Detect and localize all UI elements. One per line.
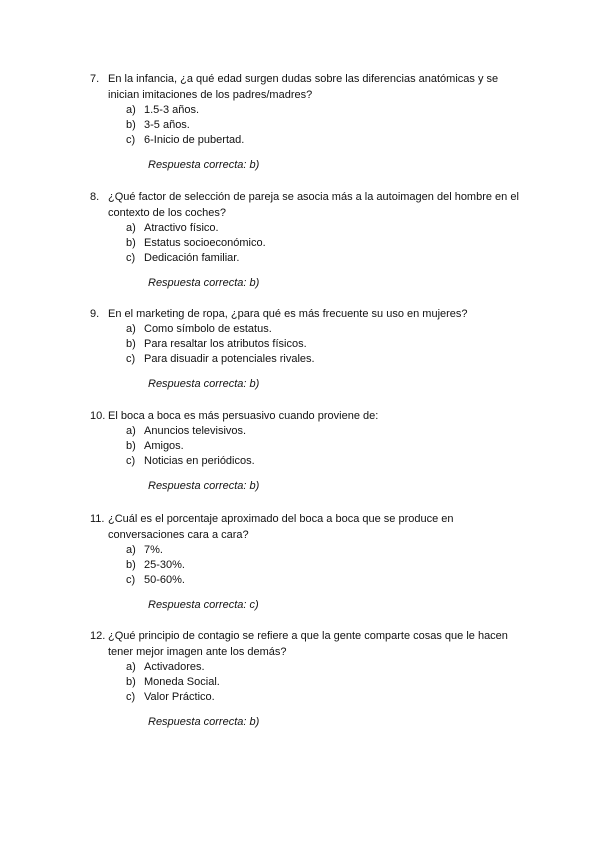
- option-c: c) 6-Inicio de pubertad.: [126, 134, 245, 146]
- options-list: [90, 221, 530, 266]
- question-text: ¿Qué principio de contagio se refiere a que la gente comparte cosas que le hacen tener mejor imagen ante los demás?: [108, 630, 508, 658]
- option-a: a) Activadores.: [126, 661, 205, 673]
- option-c: c) Valor Práctico.: [126, 691, 215, 703]
- question-9: [90, 306, 530, 392]
- option-a: a) Atractivo físico.: [126, 222, 219, 234]
- options-list: [90, 660, 530, 705]
- correct-answer: Respuesta correcta: b): [148, 716, 260, 728]
- correct-answer: Respuesta correcta: b): [148, 378, 260, 390]
- option-b: b) Moneda Social.: [126, 676, 220, 688]
- question-number: 9.: [90, 308, 100, 320]
- question-text: En el marketing de ropa, ¿para qué es más frecuente su uso en mujeres?: [108, 308, 468, 320]
- option-b: b) 3-5 años.: [126, 119, 190, 131]
- option-c: c) Dedicación familiar.: [126, 252, 240, 264]
- option-a: a) Anuncios televisivos.: [126, 425, 247, 437]
- question-text: ¿Qué factor de selección de pareja se asocia más a la autoimagen del hombre en el contexto de los coches?: [108, 191, 519, 219]
- question-number: 12.: [90, 630, 106, 642]
- correct-answer: Respuesta correcta: c): [148, 599, 259, 611]
- options-list: [90, 103, 530, 148]
- correct-answer: Respuesta correcta: b): [148, 159, 260, 171]
- question-11: [90, 511, 530, 613]
- correct-answer: Respuesta correcta: b): [148, 277, 260, 289]
- options-list: [90, 543, 530, 588]
- option-b: b) Estatus socioeconómico.: [126, 237, 266, 249]
- question-text: ¿Cuál es el porcentaje aproximado del boca a boca que se produce en conversaciones cara a cara?: [108, 513, 454, 541]
- options-list: [90, 322, 530, 367]
- option-a: a) Como símbolo de estatus.: [126, 323, 272, 335]
- option-c: c) 50-60%.: [126, 574, 185, 586]
- option-b: b) Amigos.: [126, 440, 184, 452]
- question-number: 10.: [90, 410, 106, 422]
- question-7: [90, 71, 530, 173]
- question-number: 7.: [90, 73, 100, 85]
- option-b: b) 25-30%.: [126, 559, 185, 571]
- options-list: [90, 424, 530, 469]
- correct-answer: Respuesta correcta: b): [148, 480, 260, 492]
- question-8: [90, 189, 530, 291]
- question-text: En la infancia, ¿a qué edad surgen dudas sobre las diferencias anatómicas y se inician imitaciones de los padres/madres?: [108, 73, 499, 101]
- question-number: 8.: [90, 191, 100, 203]
- question-number: 11.: [90, 513, 105, 525]
- option-a: a) 7%.: [126, 544, 163, 556]
- question-10: [90, 408, 530, 494]
- option-b: b) Para resaltar los atributos físicos.: [126, 338, 307, 350]
- option-a: a) 1.5-3 años.: [126, 104, 200, 116]
- option-c: c) Para disuadir a potenciales rivales.: [126, 353, 315, 365]
- question-text: El boca a boca es más persuasivo cuando proviene de:: [108, 410, 379, 422]
- question-12: [90, 628, 530, 730]
- option-c: c) Noticias en periódicos.: [126, 455, 255, 467]
